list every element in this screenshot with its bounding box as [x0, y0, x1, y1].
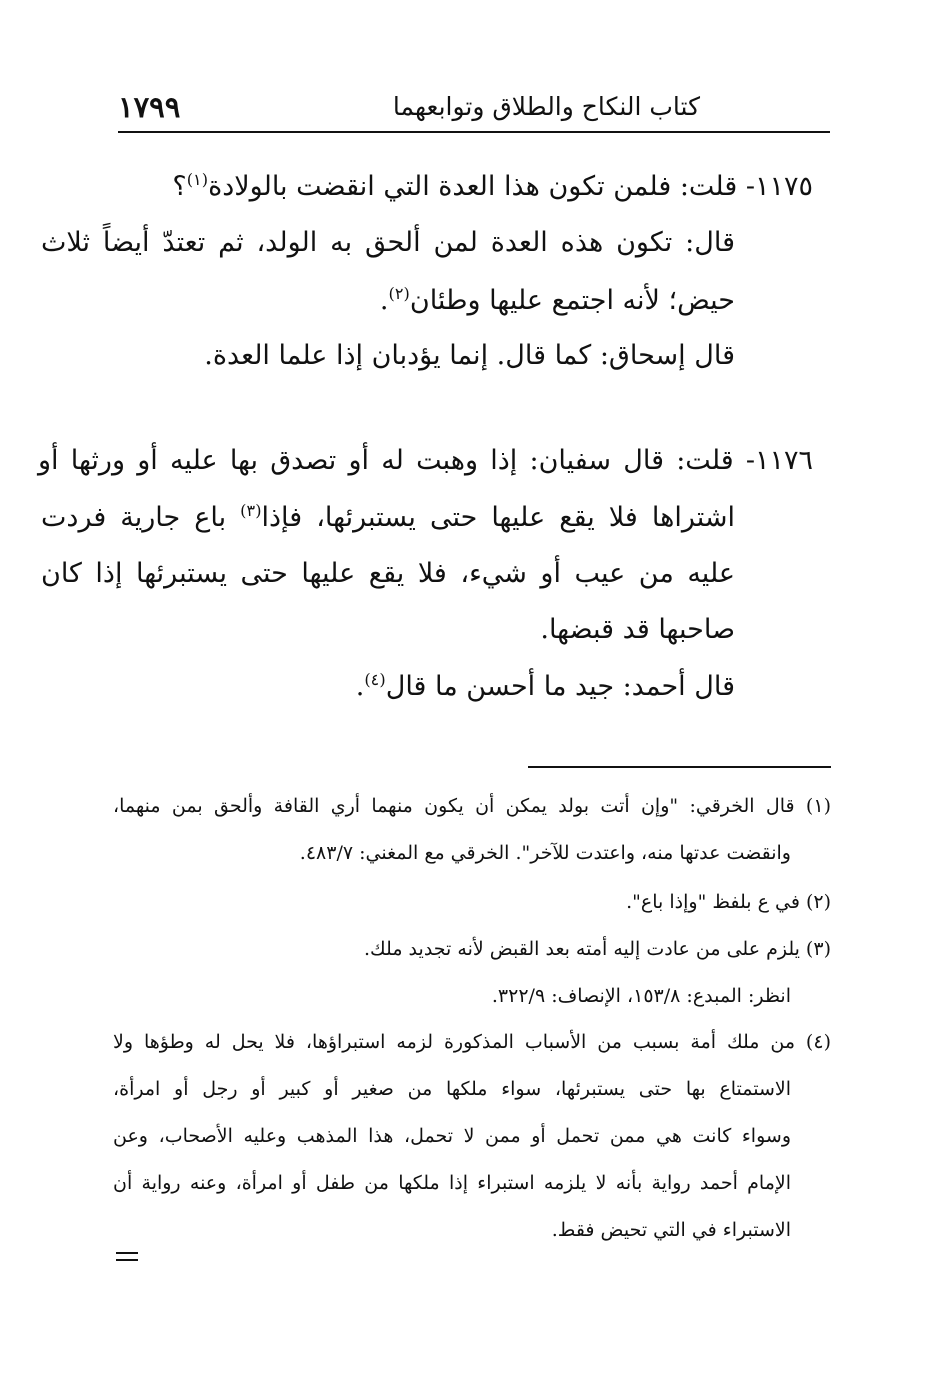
footnote-ref-1: (١) — [186, 170, 209, 189]
footnote-4-line-1: (٤) من ملك أمة بسبب من الأسباب المذكورة لزمه استبراؤها، فلا يحل له وطؤها ولا — [113, 1031, 831, 1053]
page-number: ١٧٩٩ — [118, 90, 181, 124]
footnote-separator — [528, 766, 831, 768]
entry-1175-line-4: قال إسحاق: كما قال. إنما يؤدبان إذا علما العدة. — [204, 340, 735, 371]
footnote-ref-4: (٤) — [364, 670, 386, 689]
entry-1176-line-5: قال أحمد: جيد ما أحسن ما قال$^{(٤)}$. — [355, 670, 735, 702]
footnote-4-line-4: الإمام أحمد رواية بأنه لا يلزمه استبراء إذا ملكها من طفل أو امرأة، وعنه رواية أن — [113, 1172, 791, 1194]
entry-1176-line-2: اشتراها فلا يقع عليها حتى يستبرئها، فإذا$^{(٣)}$ باع جارية فردت — [41, 501, 735, 533]
entry-1175-line-1: ١١٧٥- قلت: فلمن تكون هذا العدة التي انقضت بالولادة$^{(١)}$؟ — [172, 170, 813, 202]
entry-1175-line-3: حيض؛ لأنه اجتمع عليها وطئان$^{(٢)}$. — [379, 284, 735, 316]
entry-1176-line-1: ١١٧٦- قلت: قال سفيان: إذا وهبت له أو تصدق بها عليه أو ورثها أو — [38, 445, 813, 476]
header-rule — [118, 131, 830, 133]
footnote-1-line-1: (١) قال الخرقي: "وإن أتت بولد يمكن أن يكون منهما أري القافة وألحق بمن منهما، — [113, 795, 831, 817]
footnote-4-line-2: الاستمتاع بها حتى يستبرئها، سواء ملكها من صغير أو كبير أو رجل أو امرأة، — [113, 1078, 791, 1100]
footnote-4-line-3: وسواء كانت هي ممن تحمل أو ممن لا تحمل، هذا المذهب وعليه الأصحاب، وعن — [113, 1125, 791, 1147]
entry-1175-line-2: قال: تكون هذه العدة لمن ألحق به الولد، ثم تعتدّ أيضاً ثلاث — [41, 227, 735, 258]
entry-1176-line-3: عليه من عيب أو شيء، فلا يقع عليها حتى يستبرئها إذا كان — [41, 558, 735, 589]
footnote-1-line-2: وانقضت عدتها منه، واعتدت للآخر". الخرقي مع المغني: ٤٨٣/٧. — [299, 842, 791, 864]
entry-1176-line-4: صاحبها قد قبضها. — [540, 614, 735, 645]
footnote-3-line-2: انظر: المبدع: ١٥٣/٨، الإنصاف: ٣٢٢/٩. — [491, 985, 791, 1007]
continuation-mark — [116, 1252, 138, 1266]
running-title: كتاب النكاح والطلاق وتوابعهما — [392, 92, 700, 121]
footnote-ref-2: (٢) — [388, 284, 410, 303]
footnote-2: (٢) في ع بلفظ "وإذا باع". — [626, 891, 831, 913]
footnote-3-line-1: (٣) يلزم على من عادت إليه أمته بعد القبض لأنه تجديد ملك. — [364, 938, 831, 960]
page-header — [118, 90, 830, 126]
footnote-4-line-5: الاستبراء في التي تحيض فقط. — [551, 1219, 791, 1241]
footnote-ref-3: (٣) — [240, 501, 262, 520]
